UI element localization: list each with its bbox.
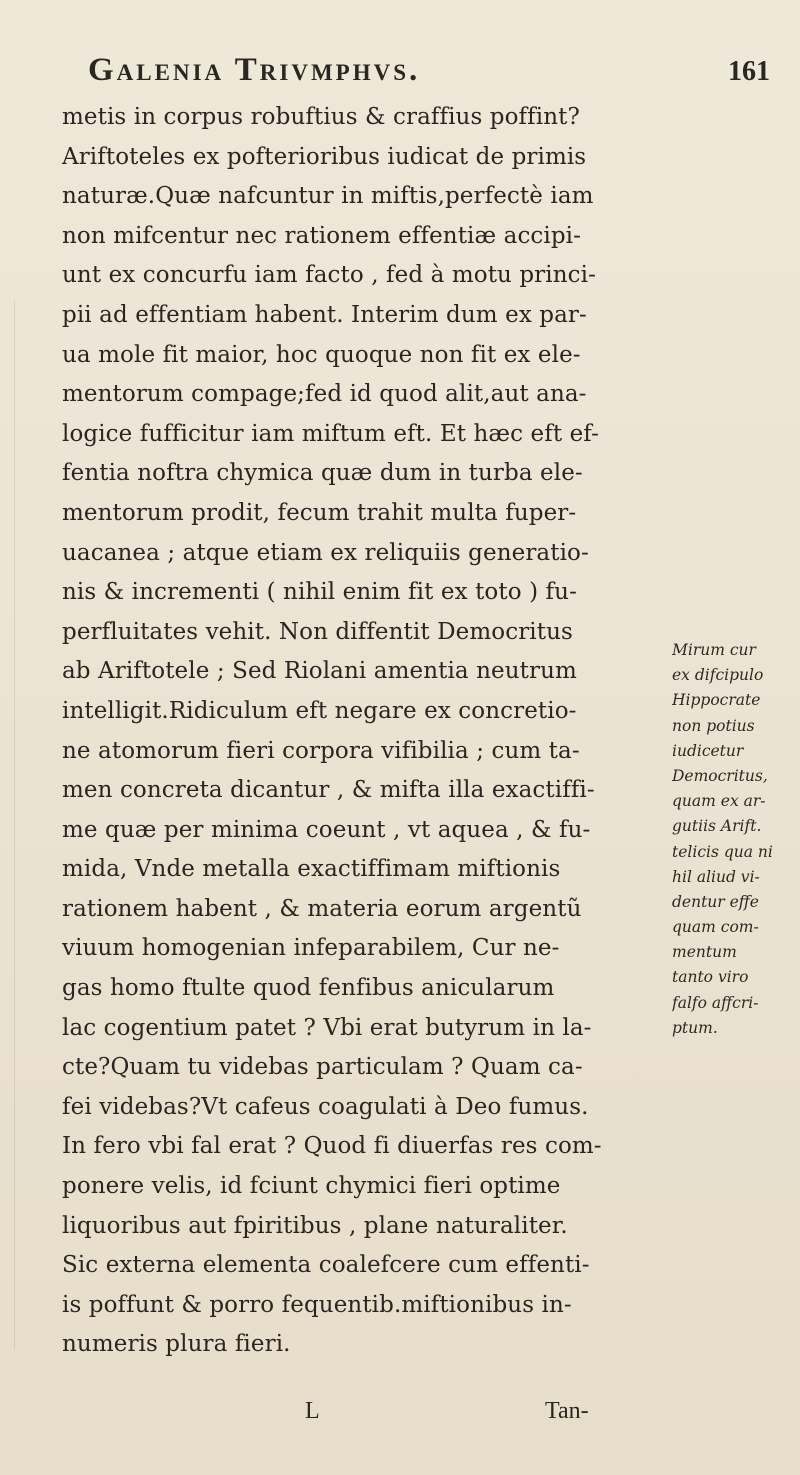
margin-note-line: dentur effe xyxy=(672,892,759,911)
text-line: viuum homogenian infeparabilem, Cur ne- xyxy=(62,935,560,962)
text-line: Sic externa elementa coalefcere cum effenti- xyxy=(62,1252,590,1279)
text-line: logice fufficitur iam miftum eft. Et hæc eft ef- xyxy=(62,420,599,447)
text-line: In fero vbi fal erat ? Quod fi diuerfas res com- xyxy=(62,1133,602,1160)
marginal-note xyxy=(672,638,797,1041)
text-line: ua mole fit maior, hoc quoque non fit ex ele- xyxy=(62,341,581,368)
text-line: non mifcentur nec rationem effentiæ accipi- xyxy=(62,222,582,249)
margin-note-line: quam ex ar- xyxy=(672,792,766,811)
text-line: mentorum prodit, fecum trahit multa fuper- xyxy=(62,499,577,526)
margin-note-line: non potius xyxy=(672,716,755,735)
text-line: nis & incrementi ( nihil enim fit ex toto ) fu- xyxy=(62,579,577,606)
text-line: ne atomorum fieri corpora vifibilia ; cum ta- xyxy=(62,737,580,764)
margin-note-line: gutiis Arift. xyxy=(672,817,762,836)
text-line: cte?Quam tu videbas particulam ? Quam ca- xyxy=(62,1054,583,1081)
margin-note-line: Hippocrate xyxy=(672,691,761,710)
running-title: Galenia Trivmphvs. xyxy=(88,52,421,88)
catchword: Tan- xyxy=(545,1398,589,1424)
text-line: ab Ariftotele ; Sed Riolani amentia neutrum xyxy=(62,658,577,685)
margin-note-line: ex difcipulo xyxy=(672,666,764,685)
text-line: liquoribus aut fpiritibus , plane naturaliter. xyxy=(62,1212,568,1239)
margin-note-line: Democritus, xyxy=(672,766,768,785)
text-line: is poffunt & porro fequentib.miftionibus in- xyxy=(62,1291,572,1318)
running-header xyxy=(80,52,770,96)
page-number: 161 xyxy=(728,56,770,87)
text-line: mida, Vnde metalla exactiffimam miftionis xyxy=(62,856,561,883)
margin-note-line: quam com- xyxy=(672,918,759,937)
text-line: uacanea ; atque etiam ex reliquiis generatio- xyxy=(62,539,589,566)
text-line: rationem habent , & materia eorum argentũ xyxy=(62,895,582,922)
text-line: fentia noftra chymica quæ dum in turba ele- xyxy=(62,460,583,487)
text-line: intelligit.Ridiculum eft negare ex concretio- xyxy=(62,697,577,724)
text-line: perfluitates vehit. Non diffentit Democritus xyxy=(62,618,573,645)
text-line: me quæ per minima coeunt , vt aquea , & fu- xyxy=(62,816,591,843)
text-line: unt ex concurfu iam facto , fed à motu princi- xyxy=(62,262,596,289)
text-line: ponere velis, id fciunt chymici fieri optime xyxy=(62,1173,561,1200)
margin-note-line: mentum xyxy=(672,943,737,962)
text-line: metis in corpus robuftius & craffius poffint? xyxy=(62,104,580,130)
margin-note-line: hil aliud vi- xyxy=(672,867,760,886)
margin-note-line: falfo affcri- xyxy=(672,993,759,1012)
margin-note-line: iudicetur xyxy=(672,741,744,760)
footer-line xyxy=(0,1398,800,1438)
margin-note-line: telicis qua ni xyxy=(672,842,773,861)
text-line: lac cogentium patet ? Vbi erat butyrum in la- xyxy=(62,1014,592,1041)
main-text-block xyxy=(62,98,667,1365)
page-gutter-shadow xyxy=(14,300,15,1350)
text-line: Ariftoteles ex pofterioribus iudicat de primis xyxy=(62,143,587,170)
margin-note-line: Mirum cur xyxy=(672,641,756,659)
text-line: fei videbas?Vt cafeus coagulati à Deo fumus. xyxy=(62,1093,589,1120)
text-line: naturæ.Quæ nafcuntur in miftis,perfectè iam xyxy=(62,183,594,210)
margin-note-line: tanto viro xyxy=(672,968,749,987)
text-line: men concreta dicantur , & mifta illa exactiffi- xyxy=(62,777,595,804)
text-line: gas homo ftulte quod fenfibus anicularum xyxy=(62,975,555,1002)
text-line: mentorum compage;fed id quod alit,aut ana- xyxy=(62,381,587,408)
text-line: numeris plura fieri. xyxy=(62,1331,291,1358)
signature-mark: L xyxy=(305,1398,320,1424)
text-line: pii ad effentiam habent. Interim dum ex par- xyxy=(62,301,587,328)
margin-note-line: ptum. xyxy=(672,1018,718,1037)
